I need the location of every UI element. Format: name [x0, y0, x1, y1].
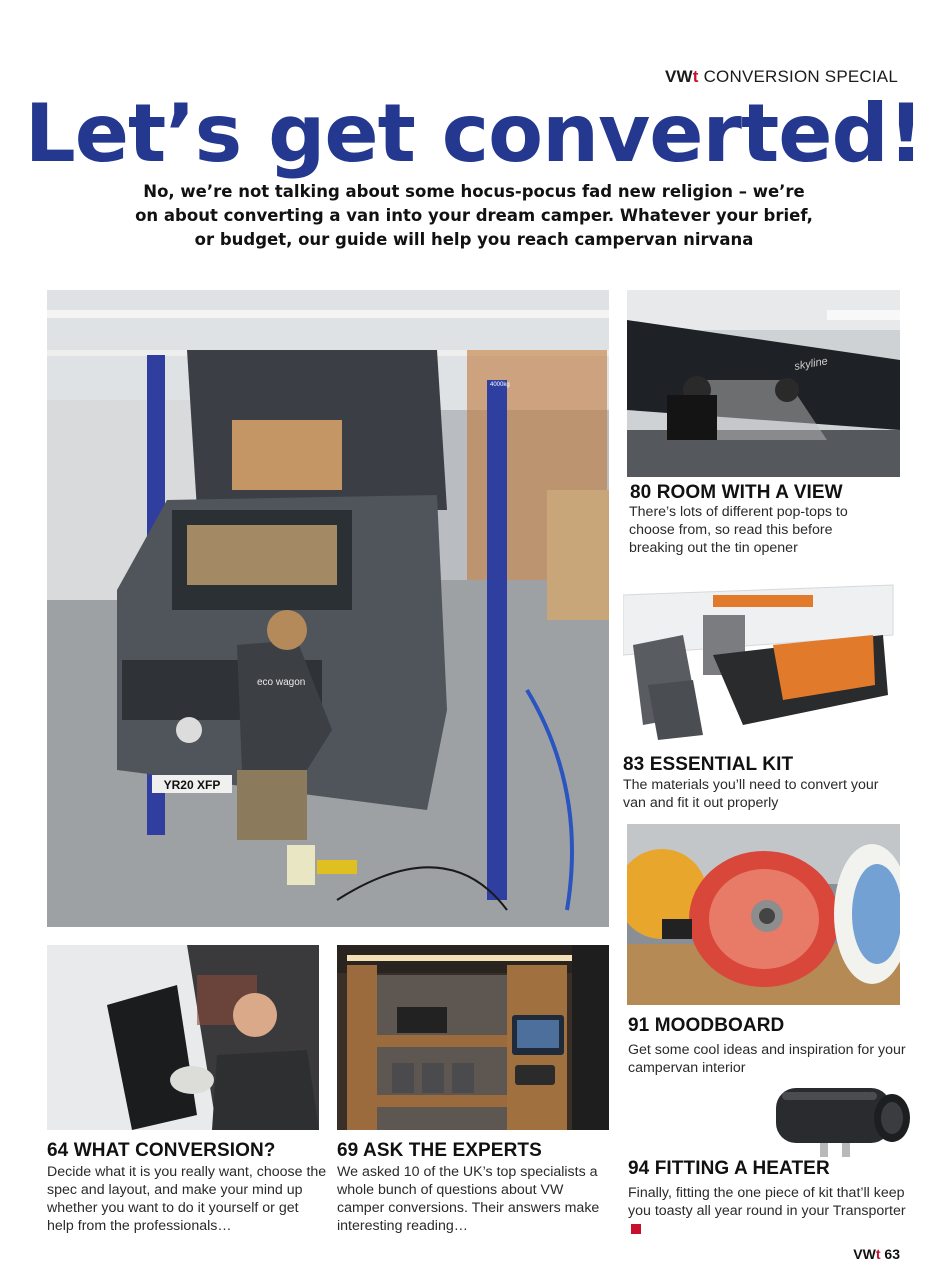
feature-94-title: 94 FITTING A HEATER	[628, 1158, 830, 1179]
lift-label: 4000kg	[490, 382, 510, 388]
photo-pop-top	[627, 290, 900, 477]
feature-69-title: 69 ASK THE EXPERTS	[337, 1140, 542, 1161]
feature-69-text: We asked 10 of the UK’s top specialists a whole bunch of questions about VW camper conversions. Their answers make interesting reading…	[337, 1164, 600, 1234]
feature-64-text: Decide what it is you really want, choose the spec and layout, and make your mind up whether you want to do it yourself or get help from the professionals…	[47, 1164, 327, 1234]
headline: Let’s get converted!	[24, 87, 924, 180]
section-tag	[665, 67, 898, 87]
pop-top-brand-print: skyline	[793, 355, 829, 373]
page-number: 63	[884, 1246, 900, 1262]
hoodie-print: eco wagon	[257, 677, 306, 688]
page-folio	[853, 1246, 900, 1262]
photo-ask-the-experts	[337, 945, 609, 1130]
feature-83-text: The materials you’ll need to convert your van and fit it out properly	[623, 777, 879, 811]
feature-83-title: 83 ESSENTIAL KIT	[623, 754, 794, 775]
feature-80-title: 80 ROOM WITH A VIEW	[630, 482, 843, 503]
feature-94-text	[628, 1184, 908, 1238]
van-number-plate: YR20 XFP	[163, 778, 221, 792]
standfirst: No, we’re not talking about some hocus-pocus fad new religion – we’re on about converting a van into your dream camper. Whatever your brief, or budget, our guide will help you reach campervan nirvana	[135, 182, 813, 249]
folio-brand: VW	[853, 1246, 876, 1262]
feature-64-title: 64 WHAT CONVERSION?	[47, 1140, 276, 1161]
feature-91-text: Get some cool ideas and inspiration for your campervan interior	[628, 1042, 906, 1076]
feature-94-text-body: Finally, fitting the one piece of kit that’ll keep you toasty all year round in your Transporter	[628, 1185, 906, 1219]
section-label: CONVERSION SPECIAL	[703, 67, 898, 86]
photo-diesel-heater	[770, 1078, 920, 1166]
feature-91-title: 91 MOODBOARD	[628, 1015, 785, 1036]
brand-logo-t: t	[692, 67, 699, 86]
photo-what-conversion	[47, 945, 319, 1130]
folio-brand-t: t	[875, 1246, 881, 1262]
photo-moodboard-sinks	[627, 824, 900, 1005]
brand-logo: VW	[664, 67, 693, 86]
main-photo-van-workshop	[47, 290, 609, 927]
feature-80-text: There’s lots of different pop-tops to choose from, so read this before breaking out the tin opener	[629, 504, 848, 556]
photo-conversion-kit	[623, 575, 898, 748]
end-mark-icon	[631, 1224, 641, 1234]
